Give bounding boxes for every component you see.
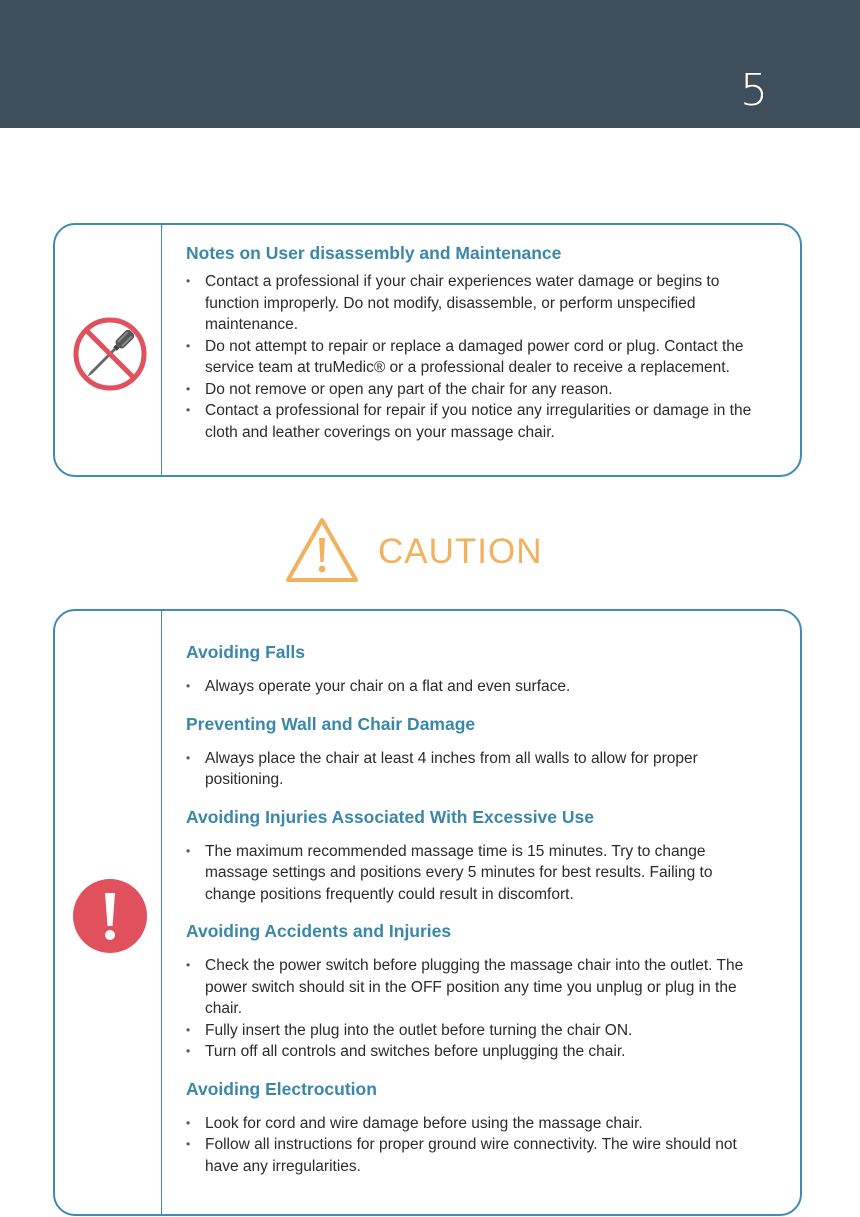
bullet-list-accidents xyxy=(186,955,760,1063)
section-title-accidents: Avoiding Accidents and Injuries xyxy=(186,921,452,941)
list-item: • Do not attempt to repair or replace a damaged power cord or plug. Contact the service team at truMedic® or a professional dealer to receive a replacement. xyxy=(186,336,760,379)
maintenance-notice-box xyxy=(53,223,802,477)
page-number: 5 xyxy=(740,65,768,116)
maintenance-title: Notes on User disassembly and Maintenance xyxy=(186,243,562,263)
section-title-electrocution: Avoiding Electrocution xyxy=(186,1078,377,1099)
bullet-list-excessive-use xyxy=(186,841,760,906)
list-item: • Contact a professional if your chair experiences water damage or begins to function improperly. Do not modify, disassemble, or perform unspecified maintenance. xyxy=(186,271,760,336)
list-item: • Always operate your chair on a flat and even surface. xyxy=(186,676,760,698)
section-title-falls: Avoiding Falls xyxy=(186,642,305,662)
bullet-list-electrocution xyxy=(186,1113,760,1178)
list-item: • Follow all instructions for proper ground wire connectivity. The wire should not have any irregularities. xyxy=(186,1134,760,1177)
safety-content xyxy=(186,641,760,1192)
section-title-excessive-use: Avoiding Injuries Associated With Excessive Use xyxy=(186,806,594,827)
list-item: • Always place the chair at least 4 inches from all walls to allow for proper positioning. xyxy=(186,748,760,791)
bullet-list-falls xyxy=(186,676,760,698)
safety-icon-column xyxy=(55,611,161,1214)
no-screwdriver-icon xyxy=(71,315,149,398)
list-item: • The maximum recommended massage time is 15 minutes. Try to change massage settings and positions every 5 minutes for best results. Failing to change positions frequently could result in discomfort. xyxy=(186,841,760,906)
list-item: • Fully insert the plug into the outlet before turning the chair ON. xyxy=(186,1020,760,1042)
caution-label: CAUTION xyxy=(378,532,543,571)
list-item: • Do not remove or open any part of the chair for any reason. xyxy=(186,379,760,401)
list-item: • Turn off all controls and switches before unplugging the chair. xyxy=(186,1041,760,1063)
list-item: • Check the power switch before plugging the massage chair into the outlet. The power switch should sit in the OFF position any time you unplug or plug in the chair. xyxy=(186,955,760,1020)
maintenance-bullet-list xyxy=(186,271,760,443)
safety-divider xyxy=(161,611,162,1214)
safety-notice-box xyxy=(53,609,802,1216)
section-title-wall-damage: Preventing Wall and Chair Damage xyxy=(186,713,476,734)
list-item: • Contact a professional for repair if you notice any irregularities or damage in the cloth and leather coverings on your massage chair. xyxy=(186,400,760,443)
exclamation-circle-icon xyxy=(72,878,148,959)
warning-triangle-icon xyxy=(284,516,360,589)
header-band xyxy=(0,0,860,128)
bullet-list-wall-damage xyxy=(186,748,760,791)
list-item: • Look for cord and wire damage before using the massage chair. xyxy=(186,1113,760,1135)
maintenance-icon-column xyxy=(55,225,161,475)
maintenance-divider xyxy=(161,225,162,475)
maintenance-content xyxy=(186,242,760,443)
